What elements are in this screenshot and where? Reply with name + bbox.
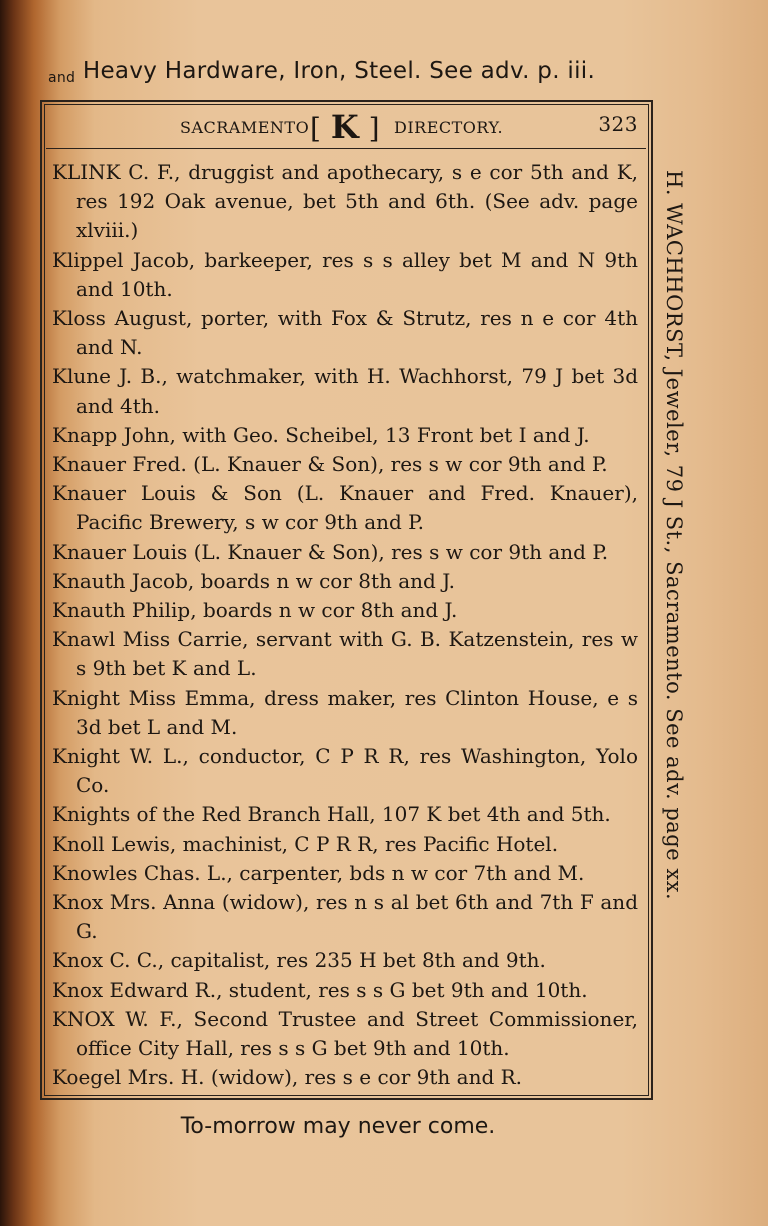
header-directory: DIRECTORY. — [394, 118, 504, 137]
directory-entry: Klune J. B., watchmaker, with H. Wachhorst, 79 J bet 3d and 4th. — [52, 364, 638, 418]
side-ad-text: H. WACHHORST, Jeweler, 79 J St., Sacramento. See adv. page xx. — [662, 170, 686, 901]
header-city: SACRAMENTO — [180, 118, 310, 137]
directory-entry: Knight W. L., conductor, C P R R, res Washington, Yolo Co. — [52, 744, 638, 798]
page-number: 323 — [598, 112, 638, 136]
directory-entry: Knowles Chas. L., carpenter, bds n w cor 7th and M. — [52, 860, 585, 885]
footer-motto: To-morrow may never come. — [180, 1114, 496, 1139]
directory-entry: Knox Edward R., student, res s s G bet 9th and 10th. — [52, 977, 588, 1002]
running-header — [58, 108, 638, 146]
directory-entry: Knoll Lewis, machinist, C P R R, res Pacific Hotel. — [52, 831, 559, 856]
header-bracket-open: [ — [310, 112, 322, 145]
side-advertisement — [662, 170, 698, 1030]
directory-entry: Knauer Louis (L. Knauer & Son), res s w cor 9th and P. — [52, 539, 609, 564]
top-advertisement — [48, 58, 648, 84]
directory-entry: KNOX W. F., Second Trustee and Street Commissioner, office City Hall, res s s G bet 9th and 10th. — [52, 1006, 638, 1061]
directory-entry: Knox Mrs. Anna (widow), res n s al bet 6th and 7th F and G. — [52, 890, 638, 944]
top-ad-prefix: and — [48, 70, 76, 86]
header-bracket-close: ] — [368, 112, 380, 145]
directory-entry: Knauer Louis & Son (L. Knauer and Fred. Knauer), Pacific Brewery, s w cor 9th and P. — [52, 481, 638, 535]
directory-entries — [52, 158, 638, 1093]
directory-entry: Knauth Jacob, boards n w cor 8th and J. — [52, 568, 456, 593]
header-letter-block — [310, 108, 380, 146]
directory-entry: Knight Miss Emma, dress maker, res Clinton House, e s 3d bet L and M. — [52, 685, 638, 739]
directory-entry: Kloss August, porter, with Fox & Strutz, res n e cor 4th and N. — [52, 306, 638, 360]
top-ad-text: Heavy Hardware, Iron, Steel. See adv. p. iii. — [82, 58, 596, 84]
directory-entry: Knauer Fred. (L. Knauer & Son), res s w cor 9th and P. — [52, 452, 608, 477]
directory-entry: Knapp John, with Geo. Scheibel, 13 Front bet I and J. — [52, 422, 590, 447]
directory-entry: Knights of the Red Branch Hall, 107 K bet 4th and 5th. — [52, 802, 611, 827]
directory-entry: Knauth Philip, boards n w cor 8th and J. — [52, 598, 458, 623]
directory-entry: KLINK C. F., druggist and apothecary, s e cor 5th and K, res 192 Oak avenue, bet 5th and 6th. (See adv. page xlviii.) — [52, 160, 638, 243]
header-rule — [46, 148, 646, 149]
directory-entry: Klippel Jacob, barkeeper, res s s alley bet M and N 9th and 10th. — [52, 247, 638, 301]
directory-entry: Koegel Mrs. H. (widow), res s e cor 9th and R. — [52, 1065, 523, 1090]
header-letter: K — [330, 108, 360, 146]
directory-entry: Knawl Miss Carrie, servant with G. B. Katzenstein, res w s 9th bet K and L. — [52, 627, 638, 681]
directory-entry: Knox C. C., capitalist, res 235 H bet 8th and 9th. — [52, 948, 546, 973]
